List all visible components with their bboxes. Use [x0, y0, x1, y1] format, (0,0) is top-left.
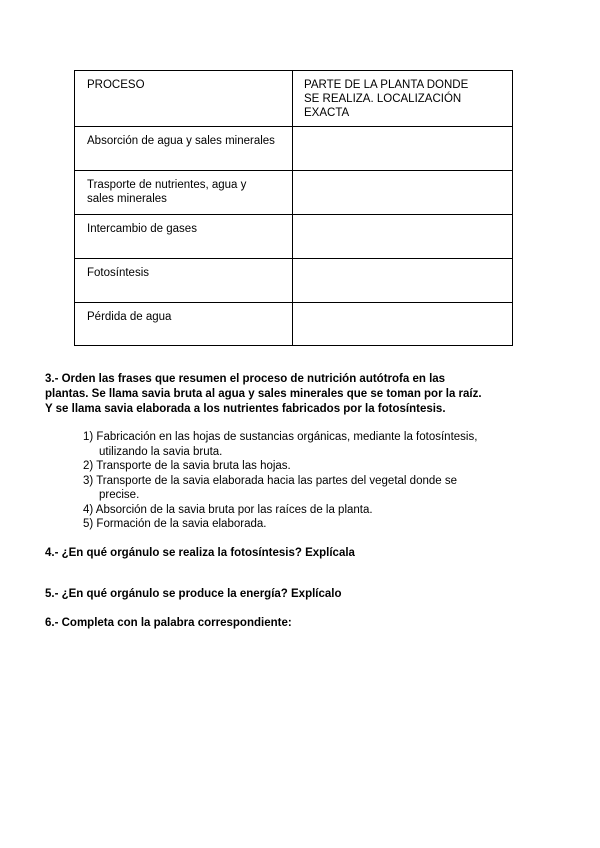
table-row	[75, 171, 513, 215]
step-text: 5) Formación de la savia elaborada.	[83, 518, 267, 530]
process-label: Absorción de agua y sales minerales	[87, 135, 275, 147]
header-location-line: SE REALIZA. LOCALIZACIÓN	[304, 93, 462, 105]
list-item	[83, 503, 513, 518]
process-cell	[75, 171, 293, 215]
step-text-continued: utilizando la savia bruta.	[99, 445, 223, 458]
list-item	[83, 474, 513, 503]
question-3-line: plantas. Se llama savia bruta al agua y sales minerales que se toman por la raíz.	[45, 388, 482, 400]
table-row	[75, 127, 513, 171]
table-row	[75, 303, 513, 346]
question-3	[45, 372, 513, 417]
process-cell	[75, 259, 293, 303]
list-item	[83, 430, 513, 459]
header-process	[75, 71, 293, 127]
process-cell	[75, 303, 293, 346]
process-label: Pérdida de agua	[87, 311, 172, 323]
header-location-line: PARTE DE LA PLANTA DONDE	[304, 79, 469, 91]
question-4: 4.- ¿En qué orgánulo se realiza la fotosíntesis? Explícala	[45, 547, 355, 559]
process-label: Intercambio de gases	[87, 223, 197, 235]
step-text-continued: precise.	[99, 489, 140, 501]
answer-cell[interactable]	[293, 215, 513, 259]
process-cell	[75, 215, 293, 259]
step-text: 3) Transporte de la savia elaborada hacia las partes del vegetal donde se	[83, 474, 457, 487]
process-label: Fotosíntesis	[87, 267, 149, 279]
process-table	[74, 70, 513, 346]
header-location	[293, 71, 513, 127]
answer-cell[interactable]	[293, 259, 513, 303]
process-cell	[75, 127, 293, 171]
question-3-line: Y se llama savia elaborada a los nutrientes fabricados por la fotosíntesis.	[45, 403, 446, 415]
ordering-list	[83, 430, 513, 532]
step-text: 2) Transporte de la savia bruta las hojas.	[83, 460, 291, 472]
answer-cell[interactable]	[293, 127, 513, 171]
header-location-line: EXACTA	[304, 107, 350, 119]
list-item	[83, 459, 513, 474]
answer-cell[interactable]	[293, 303, 513, 346]
step-text: 4) Absorción de la savia bruta por las raíces de la planta.	[83, 503, 373, 516]
process-label: Trasporte de nutrientes, agua y	[87, 179, 247, 191]
table-header-row	[75, 71, 513, 127]
answer-cell[interactable]	[293, 171, 513, 215]
process-label: sales minerales	[87, 193, 167, 205]
table-row	[75, 259, 513, 303]
question-6: 6.- Completa con la palabra correspondiente:	[45, 617, 292, 629]
question-3-line: 3.- Orden las frases que resumen el proceso de nutrición autótrofa en las	[45, 373, 446, 385]
list-item	[83, 517, 513, 532]
question-5: 5.- ¿En qué orgánulo se produce la energía? Explícalo	[45, 588, 342, 600]
header-process-label: PROCESO	[87, 79, 145, 91]
step-text: 1) Fabricación en las hojas de sustancias orgánicas, mediante la fotosíntesis,	[83, 431, 478, 443]
table-row	[75, 215, 513, 259]
